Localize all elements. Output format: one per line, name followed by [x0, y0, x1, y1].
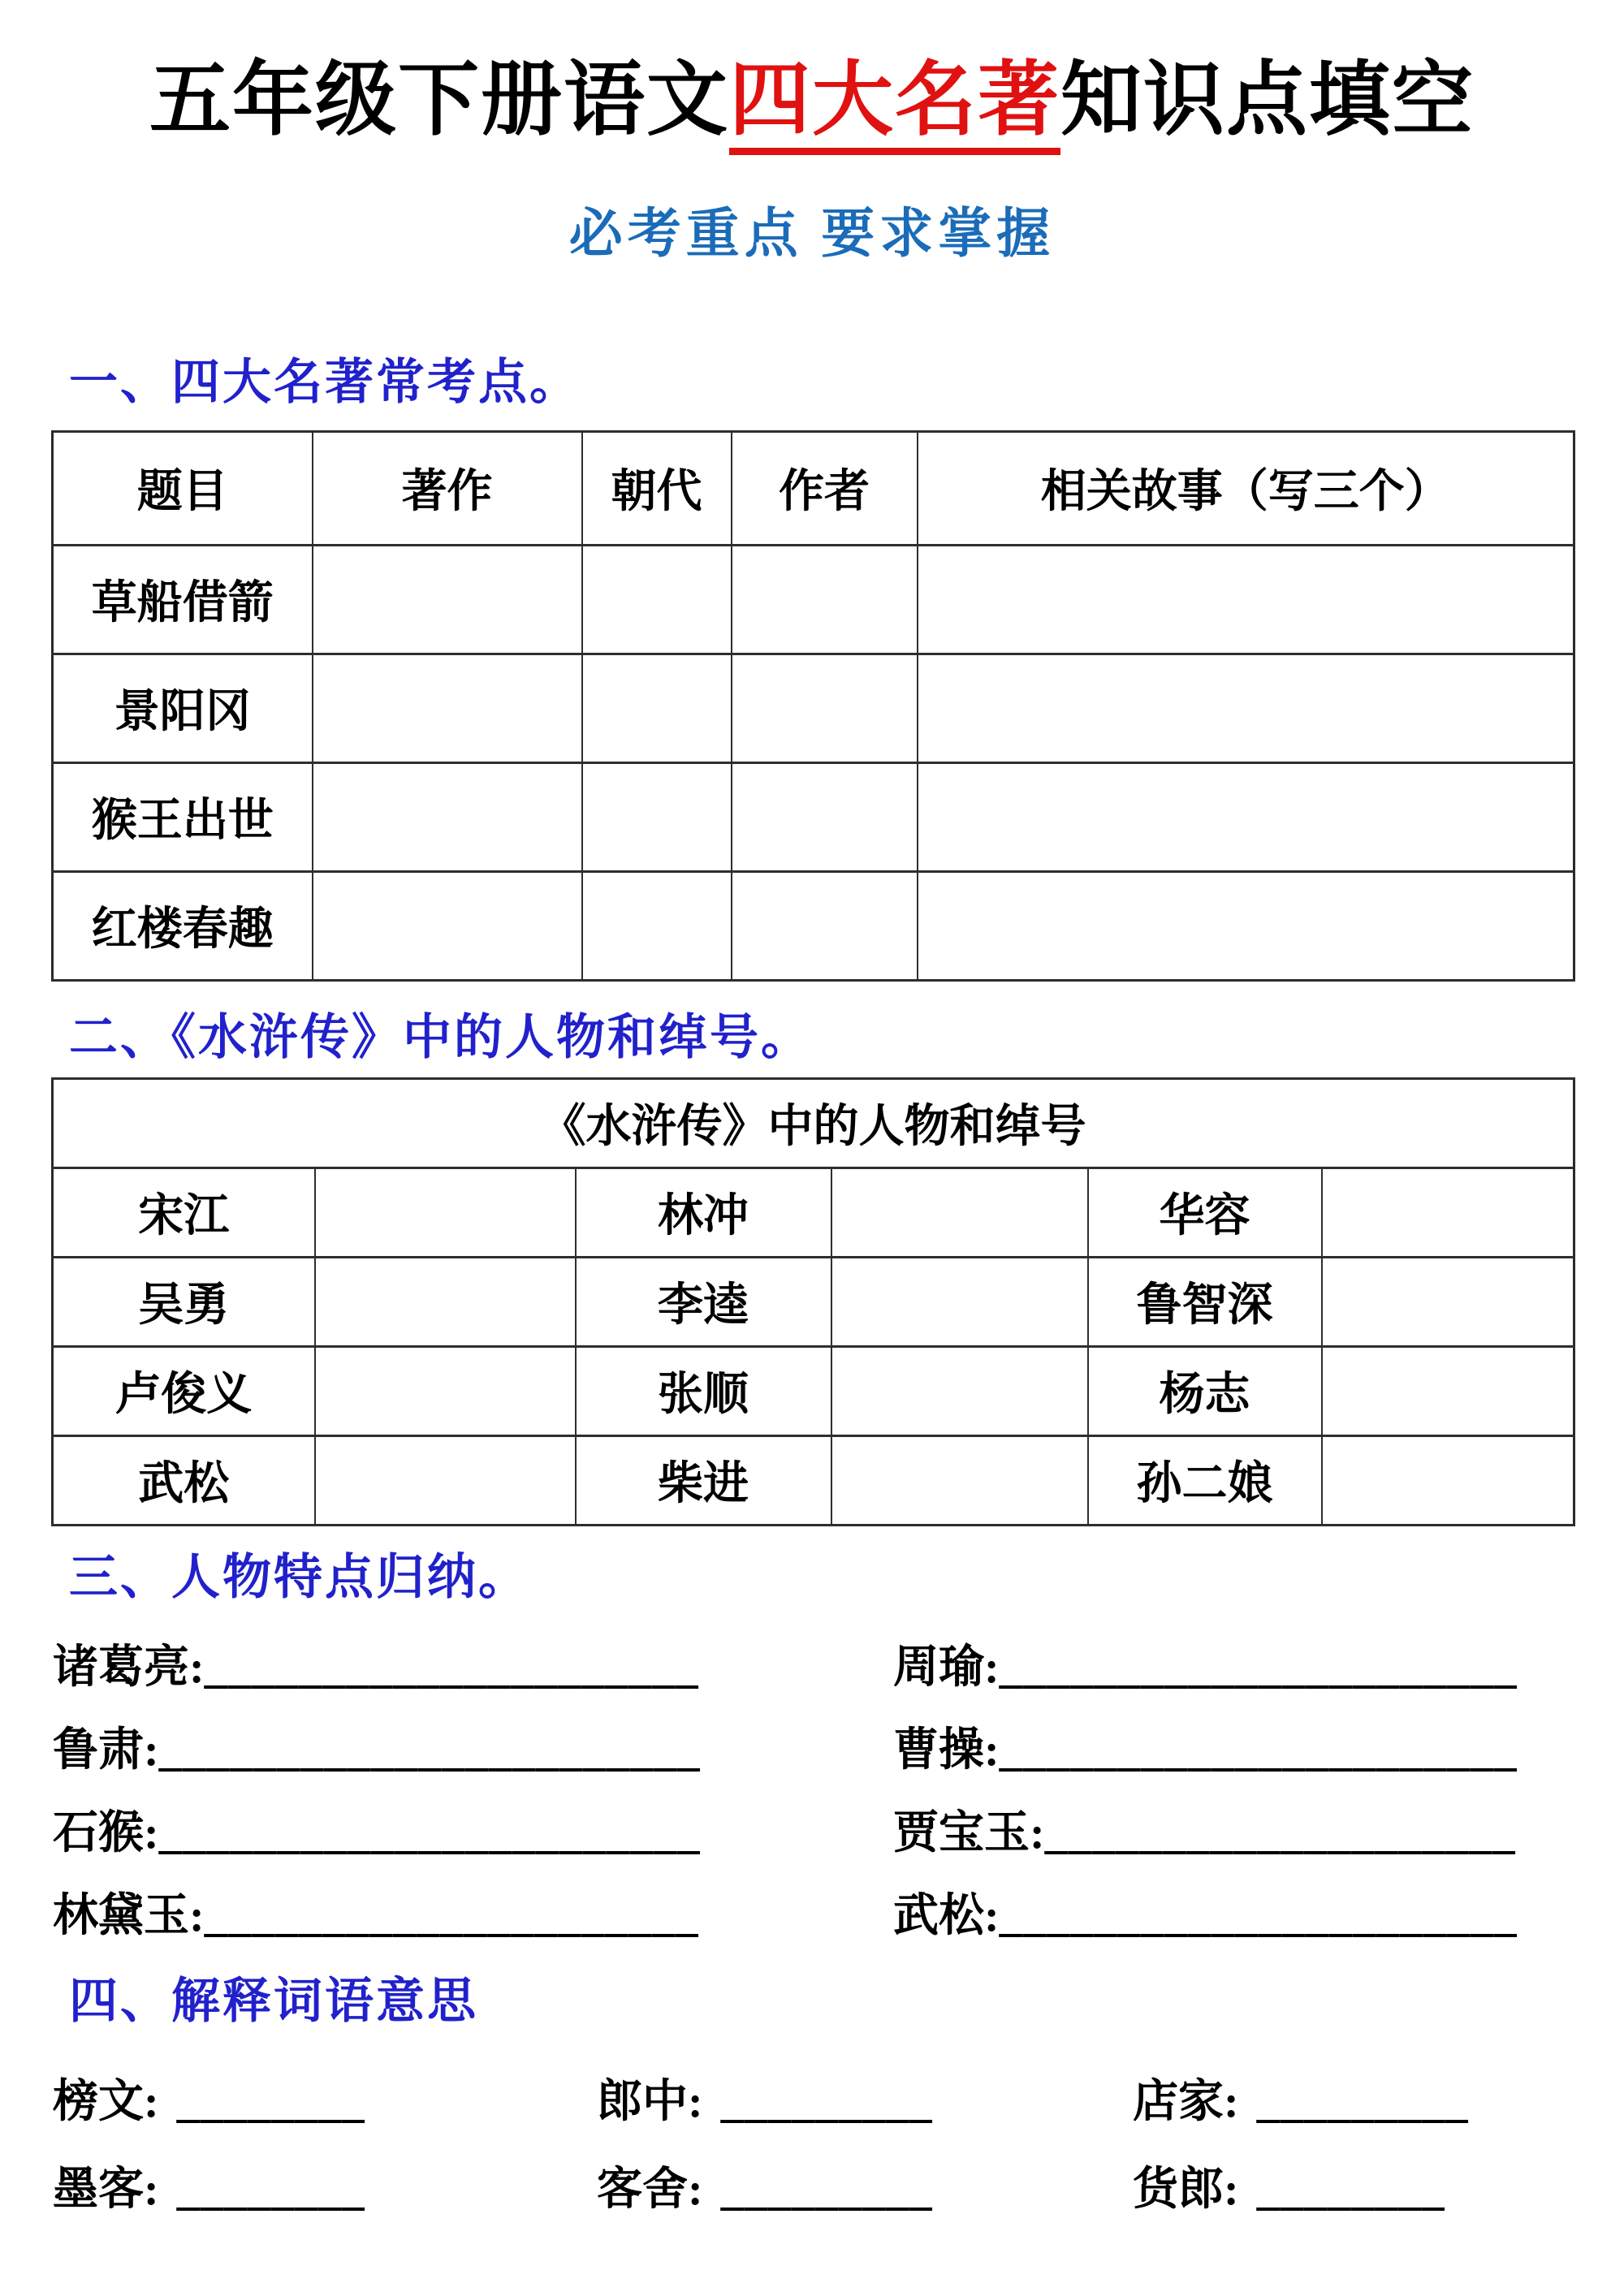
answer-blank-cell: [582, 762, 732, 871]
answer-blank-cell: [1322, 1346, 1574, 1435]
col-header-dynasty: 朝代: [582, 431, 732, 545]
table-row: [53, 871, 1574, 980]
character-name: 李逵: [576, 1257, 831, 1346]
trait-label: 林黛玉:: [53, 1890, 205, 1941]
trait-label: 武松:: [893, 1890, 1000, 1941]
trait-label: 鲁肃:: [53, 1724, 159, 1776]
word-label: 墨客:: [53, 2164, 159, 2215]
character-name: 张顺: [576, 1346, 831, 1435]
list-item: [53, 2054, 1624, 2142]
trait-label: 诸葛亮:: [53, 1642, 205, 1693]
answer-blank-cell: [831, 1435, 1088, 1525]
row-title: 草船借箭: [53, 545, 313, 654]
list-item: [53, 1705, 1624, 1788]
answer-blank-cell: [918, 762, 1574, 871]
col-header-work: 著作: [313, 431, 582, 545]
answer-blank-line: ____________________: [1044, 1807, 1516, 1858]
answer-blank-cell: [582, 871, 732, 980]
list-item: [53, 1788, 1624, 1871]
answer-blank-cell: [831, 1257, 1088, 1346]
table-row: [53, 545, 1574, 654]
trait-label: 周瑜:: [893, 1642, 1000, 1693]
character-name: 柴进: [576, 1435, 831, 1525]
table-row: [53, 1346, 1574, 1435]
section-2-heading: 二、《水浒传》中的人物和绰号。: [69, 1010, 812, 1064]
answer-blank-cell: [1322, 1435, 1574, 1525]
section-3-heading: 三、人物特点归纳。: [69, 1550, 529, 1604]
row-title: 猴王出世: [53, 762, 313, 871]
answer-blank-line: ________: [176, 2164, 365, 2215]
word-label: 客舍:: [597, 2164, 703, 2215]
character-name: 武松: [53, 1435, 315, 1525]
section-1-heading: 一、四大名著常考点。: [69, 355, 581, 409]
page-subtitle: 必考重点 要求掌握: [568, 205, 1056, 264]
answer-blank-cell: [918, 871, 1574, 980]
answer-blank-line: _______________________: [158, 1807, 701, 1858]
answer-blank-line: ______________________: [999, 1724, 1518, 1776]
character-traits-list: [53, 1622, 1624, 1953]
table-merged-title: 《水浒传》中的人物和绰号: [53, 1078, 1574, 1167]
table-header-row: [53, 431, 1574, 545]
row-title: 景阳冈: [53, 654, 313, 762]
table-row: [53, 1435, 1574, 1525]
section-4-heading: 四、解释词语意思: [69, 1974, 478, 2028]
answer-blank-cell: [1322, 1257, 1574, 1346]
trait-label: 曹操:: [893, 1724, 1000, 1776]
answer-blank-line: _________: [720, 2076, 933, 2127]
answer-blank-line: ________: [176, 2076, 365, 2127]
page-title: [0, 47, 1624, 154]
answer-blank-cell: [315, 1435, 576, 1525]
water-margin-nicknames-table: [51, 1077, 1575, 1526]
answer-blank-cell: [313, 654, 582, 762]
col-header-stories: 相关故事（写三个）: [918, 431, 1574, 545]
character-name: 鲁智深: [1088, 1257, 1322, 1346]
table-row: [53, 762, 1574, 871]
answer-blank-cell: [831, 1346, 1088, 1435]
answer-blank-cell: [732, 762, 918, 871]
answer-blank-cell: [831, 1167, 1088, 1257]
answer-blank-line: ______________________: [999, 1642, 1518, 1693]
col-header-author: 作者: [732, 431, 918, 545]
character-name: 华容: [1088, 1167, 1322, 1257]
answer-blank-cell: [313, 871, 582, 980]
list-item: [53, 1622, 1624, 1705]
answer-blank-cell: [918, 545, 1574, 654]
answer-blank-cell: [1322, 1167, 1574, 1257]
list-item: [53, 2142, 1624, 2229]
character-name: 吴勇: [53, 1257, 315, 1346]
character-name: 孙二娘: [1088, 1435, 1322, 1525]
trait-label: 贾宝玉:: [893, 1807, 1045, 1858]
answer-blank-cell: [313, 762, 582, 871]
answer-blank-line: _________: [1256, 2076, 1469, 2127]
trait-label: 石猴:: [53, 1807, 159, 1858]
table-row: [53, 1257, 1574, 1346]
word-label: 榜文:: [53, 2076, 159, 2127]
character-name: 宋江: [53, 1167, 315, 1257]
character-name: 林冲: [576, 1167, 831, 1257]
table-row: [53, 1167, 1574, 1257]
word-label: 店家:: [1133, 2076, 1239, 2127]
col-header-topic: 题目: [53, 431, 313, 545]
answer-blank-cell: [918, 654, 1574, 762]
title-prefix: 五年级下册语文: [149, 55, 729, 145]
answer-blank-cell: [582, 545, 732, 654]
answer-blank-line: _______________________: [158, 1724, 701, 1776]
character-name: 杨志: [1088, 1346, 1322, 1435]
answer-blank-cell: [315, 1346, 576, 1435]
answer-blank-cell: [732, 545, 918, 654]
answer-blank-line: _________: [720, 2164, 933, 2215]
word-label: 货郎:: [1133, 2164, 1239, 2215]
word-label: 郎中:: [597, 2076, 703, 2127]
row-title: 红楼春趣: [53, 871, 313, 980]
answer-blank-cell: [315, 1167, 576, 1257]
answer-blank-cell: [315, 1257, 576, 1346]
table-row: [53, 654, 1574, 762]
table-title-row: [53, 1078, 1574, 1167]
list-item: [53, 1871, 1624, 1953]
famous-works-table: [51, 430, 1575, 982]
answer-blank-line: ________: [1256, 2164, 1445, 2215]
answer-blank-line: _____________________: [204, 1642, 699, 1693]
character-name: 卢俊义: [53, 1346, 315, 1435]
answer-blank-line: ______________________: [999, 1890, 1518, 1941]
word-definitions-list: [53, 2054, 1624, 2229]
answer-blank-cell: [732, 871, 918, 980]
title-highlight-red-underlined: 四大名著: [729, 55, 1060, 155]
answer-blank-cell: [313, 545, 582, 654]
title-suffix: 知识点填空: [1060, 55, 1475, 145]
answer-blank-line: _____________________: [204, 1890, 699, 1941]
answer-blank-cell: [732, 654, 918, 762]
answer-blank-cell: [582, 654, 732, 762]
